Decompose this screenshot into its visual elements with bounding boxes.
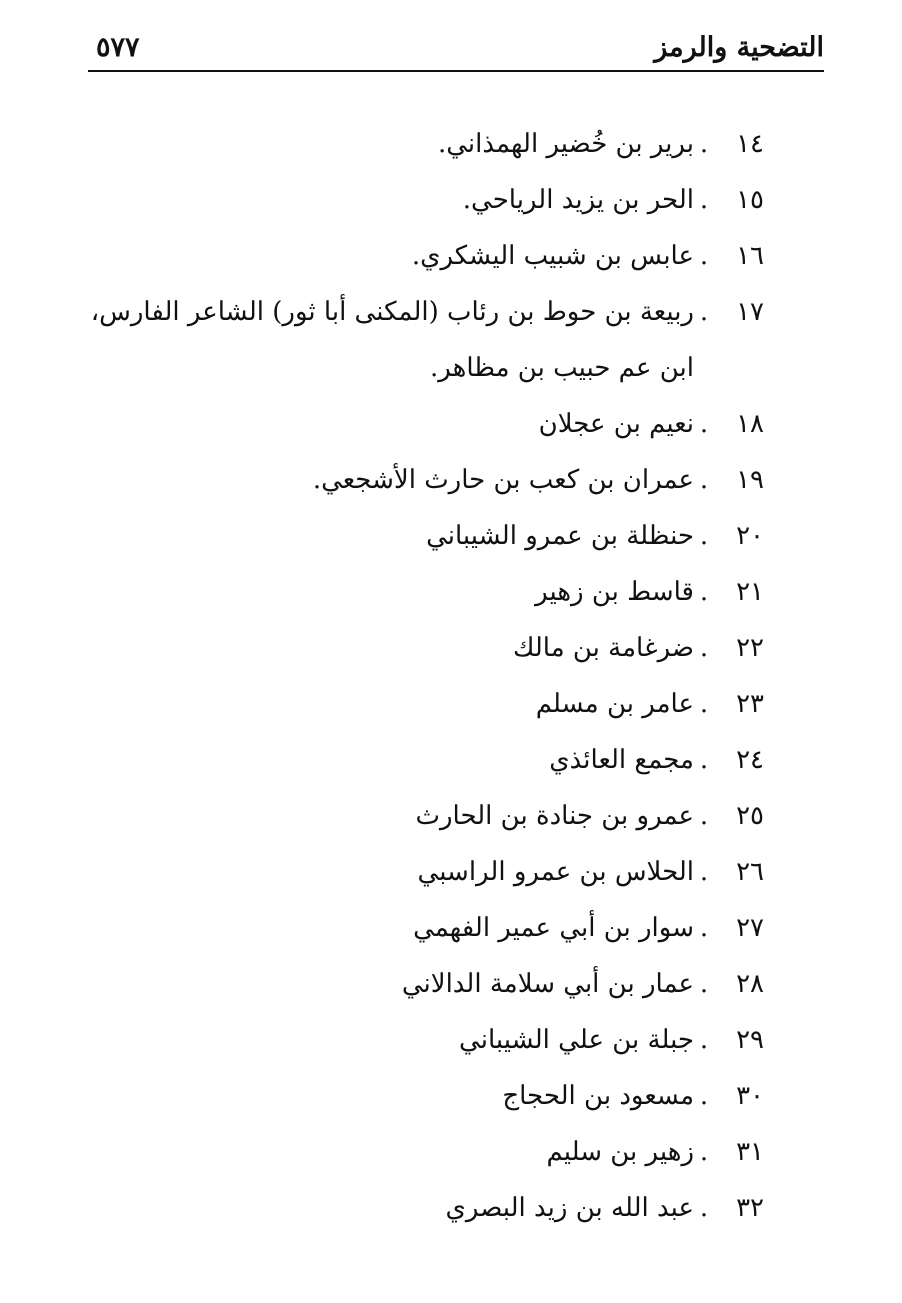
item-name: مجمع العائذي <box>549 745 694 775</box>
item-name: قاسط بن زهير <box>535 577 694 607</box>
list-item <box>70 228 764 284</box>
item-name: الحر بن يزيد الرياحي. <box>462 185 694 215</box>
item-name: برير بن خُضير الهمذاني. <box>437 129 694 159</box>
list-item <box>70 564 764 620</box>
item-number: ٣٠ <box>736 1081 764 1111</box>
item-number: ٢٤ <box>736 745 764 775</box>
item-separator: . <box>699 577 709 607</box>
item-separator: . <box>699 409 709 439</box>
item-separator: . <box>699 1081 709 1111</box>
list-item <box>70 116 764 172</box>
item-name: عابس بن شبيب اليشكري. <box>411 241 694 271</box>
item-name: سوار بن أبي عمير الفهمي <box>413 913 694 943</box>
list-item <box>70 1068 764 1124</box>
item-separator: . <box>699 241 709 271</box>
item-separator: . <box>699 1025 709 1055</box>
page-number: ٥٧٧ <box>96 32 140 63</box>
item-number: ٢٣ <box>736 689 764 719</box>
list-item <box>70 452 764 508</box>
item-separator: . <box>699 689 709 719</box>
item-number: ١٧ <box>736 297 764 327</box>
item-separator: . <box>699 297 709 327</box>
item-number: ٢٥ <box>736 801 764 831</box>
item-number: ٢٦ <box>736 857 764 887</box>
item-number: ١٦ <box>736 241 764 271</box>
item-separator: . <box>699 129 709 159</box>
names-list <box>70 116 764 1236</box>
item-number: ٢٧ <box>736 913 764 943</box>
item-separator: . <box>699 521 709 551</box>
item-name: ربيعة بن حوط بن رئاب (المكنى أبا ثور) الشاعر الفارس، ابن عم حبيب بن مظاهر. <box>90 297 694 383</box>
item-name: زهير بن سليم <box>546 1137 694 1167</box>
item-number: ١٤ <box>736 129 764 159</box>
item-name: عمران بن كعب بن حارث الأشجعي. <box>312 465 694 495</box>
item-separator: . <box>699 745 709 775</box>
item-name: مسعود بن الحجاج <box>502 1081 694 1111</box>
list-item <box>70 844 764 900</box>
item-separator: . <box>699 969 709 999</box>
item-number: ١٥ <box>736 185 764 215</box>
item-number: ٢١ <box>736 577 764 607</box>
item-name: حنظلة بن عمرو الشيباني <box>426 521 694 551</box>
item-separator: . <box>699 857 709 887</box>
list-item <box>70 172 764 228</box>
item-name: عبد الله بن زيد البصري <box>445 1193 694 1223</box>
list-item <box>70 956 764 1012</box>
item-name: جبلة بن علي الشيباني <box>459 1025 694 1055</box>
item-separator: . <box>699 633 709 663</box>
item-name: عامر بن مسلم <box>535 689 694 719</box>
list-item <box>70 1012 764 1068</box>
item-name: عمار بن أبي سلامة الدالاني <box>401 969 694 999</box>
list-item <box>70 900 764 956</box>
item-number: ١٩ <box>736 465 764 495</box>
list-item <box>70 396 764 452</box>
item-number: ٣٢ <box>736 1193 764 1223</box>
item-name: نعيم بن عجلان <box>538 409 694 439</box>
item-name: الحلاس بن عمرو الراسبي <box>417 857 694 887</box>
item-separator: . <box>699 1193 709 1223</box>
item-name: عمرو بن جنادة بن الحارث <box>415 801 694 831</box>
running-title: التضحية والرمز <box>654 32 824 63</box>
list-item <box>70 284 764 396</box>
list-item <box>70 1124 764 1180</box>
list-item <box>70 788 764 844</box>
item-number: ٢٩ <box>736 1025 764 1055</box>
list-item <box>70 620 764 676</box>
running-header <box>88 30 824 72</box>
item-separator: . <box>699 801 709 831</box>
item-number: ١٨ <box>736 409 764 439</box>
item-number: ٢٢ <box>736 633 764 663</box>
item-number: ٢٨ <box>736 969 764 999</box>
list-item <box>70 732 764 788</box>
list-item <box>70 1180 764 1236</box>
item-separator: . <box>699 1137 709 1167</box>
list-item <box>70 508 764 564</box>
item-name: ضرغامة بن مالك <box>512 633 694 663</box>
item-separator: . <box>699 913 709 943</box>
item-number: ٢٠ <box>736 521 764 551</box>
list-item <box>70 676 764 732</box>
item-number: ٣١ <box>736 1137 764 1167</box>
item-separator: . <box>699 185 709 215</box>
item-separator: . <box>699 465 709 495</box>
